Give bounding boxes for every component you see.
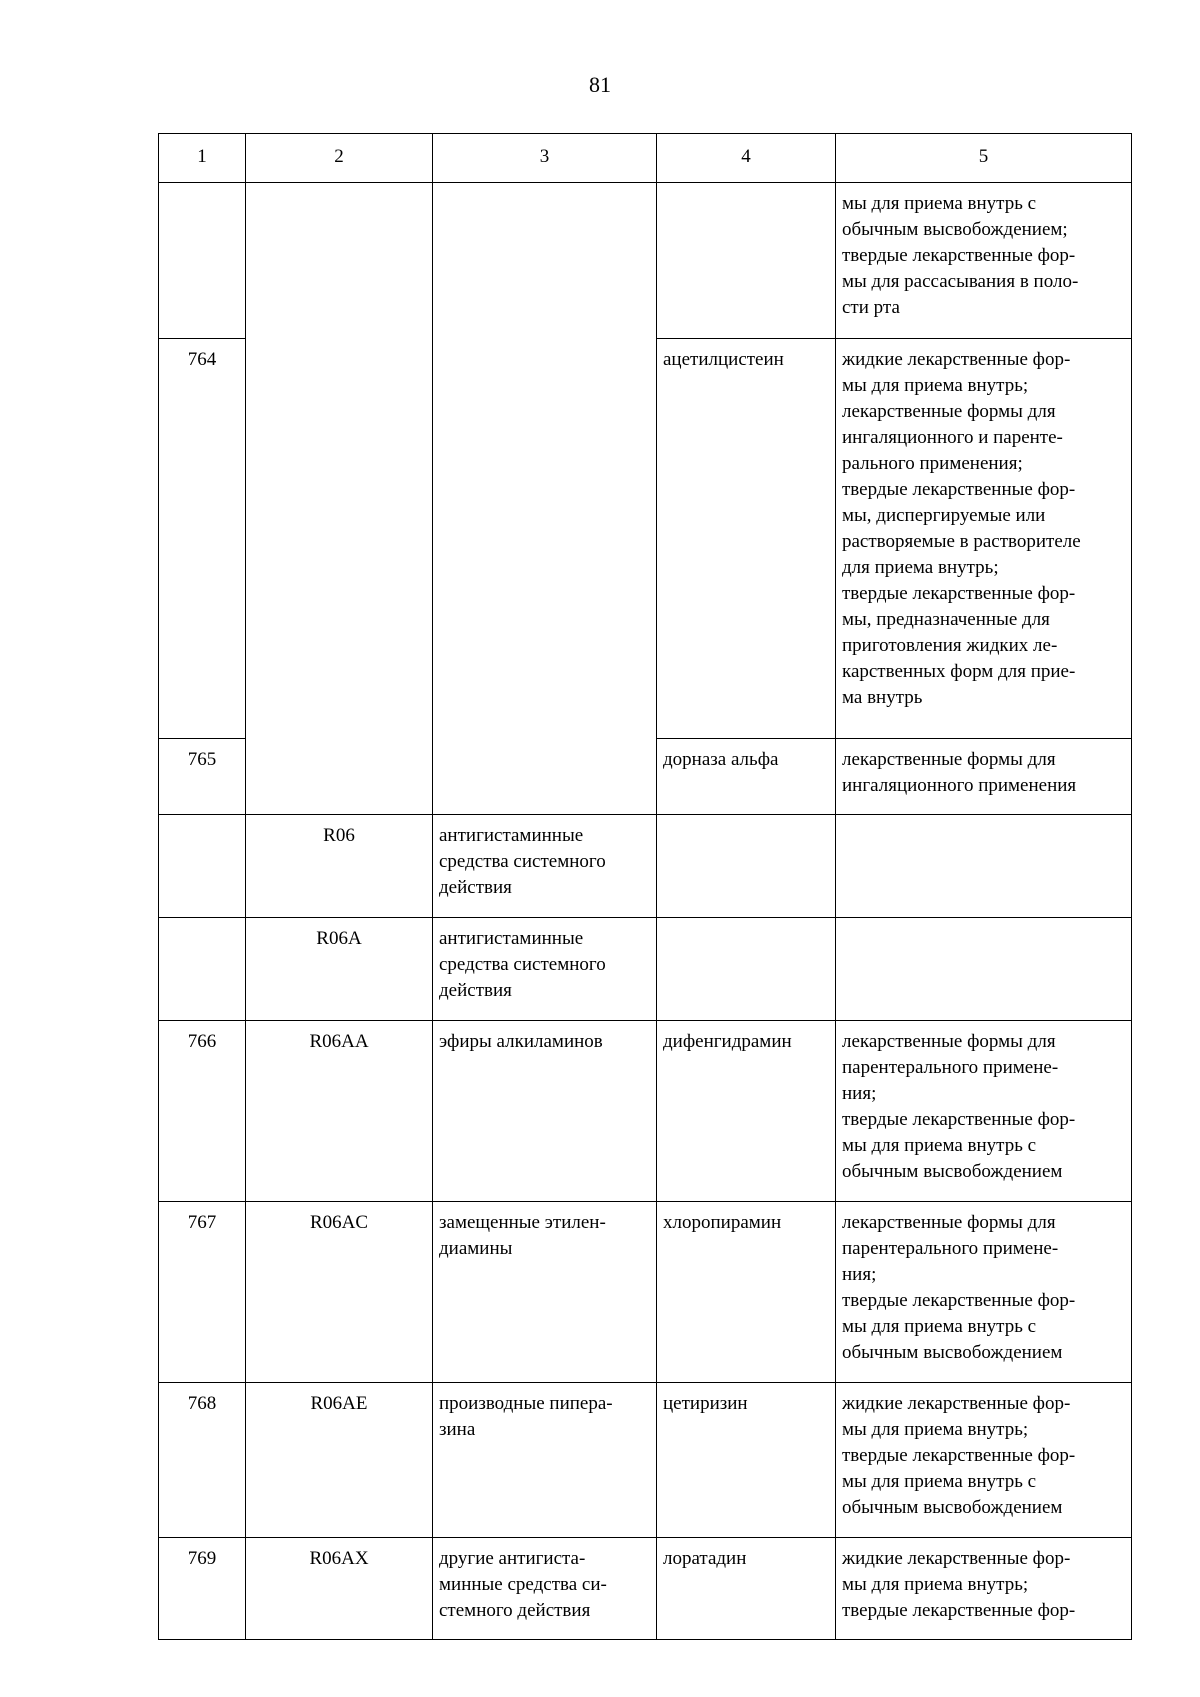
group-name: антигистаминные средства системного действия <box>433 918 657 1021</box>
header-col-4: 4 <box>657 134 836 183</box>
drug-name: лоратадин <box>657 1538 836 1640</box>
row-number-empty <box>159 815 246 918</box>
table-row <box>159 1383 1132 1538</box>
group-cell-merged <box>433 183 657 815</box>
forms-cell: жидкие лекарственные фор- мы для приема внутрь; твердые лекарственные фор- <box>836 1538 1132 1640</box>
atc-code: R06AA <box>246 1021 433 1202</box>
atc-code: R06AX <box>246 1538 433 1640</box>
group-name: антигистаминные средства системного действия <box>433 815 657 918</box>
row-number: 769 <box>159 1538 246 1640</box>
table-row-continued <box>159 183 1132 339</box>
drug-name: дорназа альфа <box>657 739 836 815</box>
table-row <box>159 1538 1132 1640</box>
header-row <box>159 134 1132 183</box>
atc-code: R06AC <box>246 1202 433 1383</box>
drug-table <box>158 133 1132 1640</box>
table-row <box>159 1202 1132 1383</box>
header-col-1: 1 <box>159 134 246 183</box>
forms-cell: жидкие лекарственные фор- мы для приема внутрь; твердые лекарственные фор- мы для приема внутрь с обычным высвобождением <box>836 1383 1132 1538</box>
group-name: производные пипера- зина <box>433 1383 657 1538</box>
group-name: эфиры алкиламинов <box>433 1021 657 1202</box>
table-row <box>159 815 1132 918</box>
num-cell-empty <box>159 183 246 339</box>
code-cell-merged <box>246 183 433 815</box>
drug-cell-empty <box>657 918 836 1021</box>
row-number-empty <box>159 918 246 1021</box>
group-name: другие антигиста- минные средства си- стемного действия <box>433 1538 657 1640</box>
drug-cell-empty <box>657 183 836 339</box>
group-name: замещенные этилен- диамины <box>433 1202 657 1383</box>
table-row <box>159 918 1132 1021</box>
forms-cell-empty <box>836 815 1132 918</box>
drug-name: хлоропирамин <box>657 1202 836 1383</box>
forms-cell: мы для приема внутрь с обычным высвобождением; твердые лекарственные фор- мы для рассасывания в поло- сти рта <box>836 183 1132 339</box>
drug-name: ацетилцистеин <box>657 339 836 739</box>
atc-code: R06 <box>246 815 433 918</box>
forms-cell: лекарственные формы для парентерального применe- ния; твердые лекарственные фор- мы для приема внутрь с обычным высвобождением <box>836 1021 1132 1202</box>
forms-cell: жидкие лекарственные фор- мы для приема внутрь; лекарственные формы для ингаляционного и паренте- рального применения; твердые лекарственные фор- мы, диспергируемые или растворяемые в растворителе для приема внутрь; твердые лекарственные фор- мы, предназначенные для приготовления жидких ле- карственных форм для прие- ма внутрь <box>836 339 1132 739</box>
row-number: 767 <box>159 1202 246 1383</box>
page-number: 81 <box>589 72 611 97</box>
header-col-3: 3 <box>433 134 657 183</box>
atc-code: R06A <box>246 918 433 1021</box>
row-number: 765 <box>159 739 246 815</box>
forms-cell-empty <box>836 918 1132 1021</box>
forms-cell: лекарственные формы для ингаляционного применения <box>836 739 1132 815</box>
atc-code: R06AE <box>246 1383 433 1538</box>
row-number: 764 <box>159 339 246 739</box>
row-number: 768 <box>159 1383 246 1538</box>
table-row <box>159 1021 1132 1202</box>
drug-name: дифенгидрамин <box>657 1021 836 1202</box>
forms-cell: лекарственные формы для парентерального примене- ния; твердые лекарственные фор- мы для приема внутрь с обычным высвобождением <box>836 1202 1132 1383</box>
drug-name: цетиризин <box>657 1383 836 1538</box>
row-number: 766 <box>159 1021 246 1202</box>
header-col-2: 2 <box>246 134 433 183</box>
drug-cell-empty <box>657 815 836 918</box>
header-col-5: 5 <box>836 134 1132 183</box>
